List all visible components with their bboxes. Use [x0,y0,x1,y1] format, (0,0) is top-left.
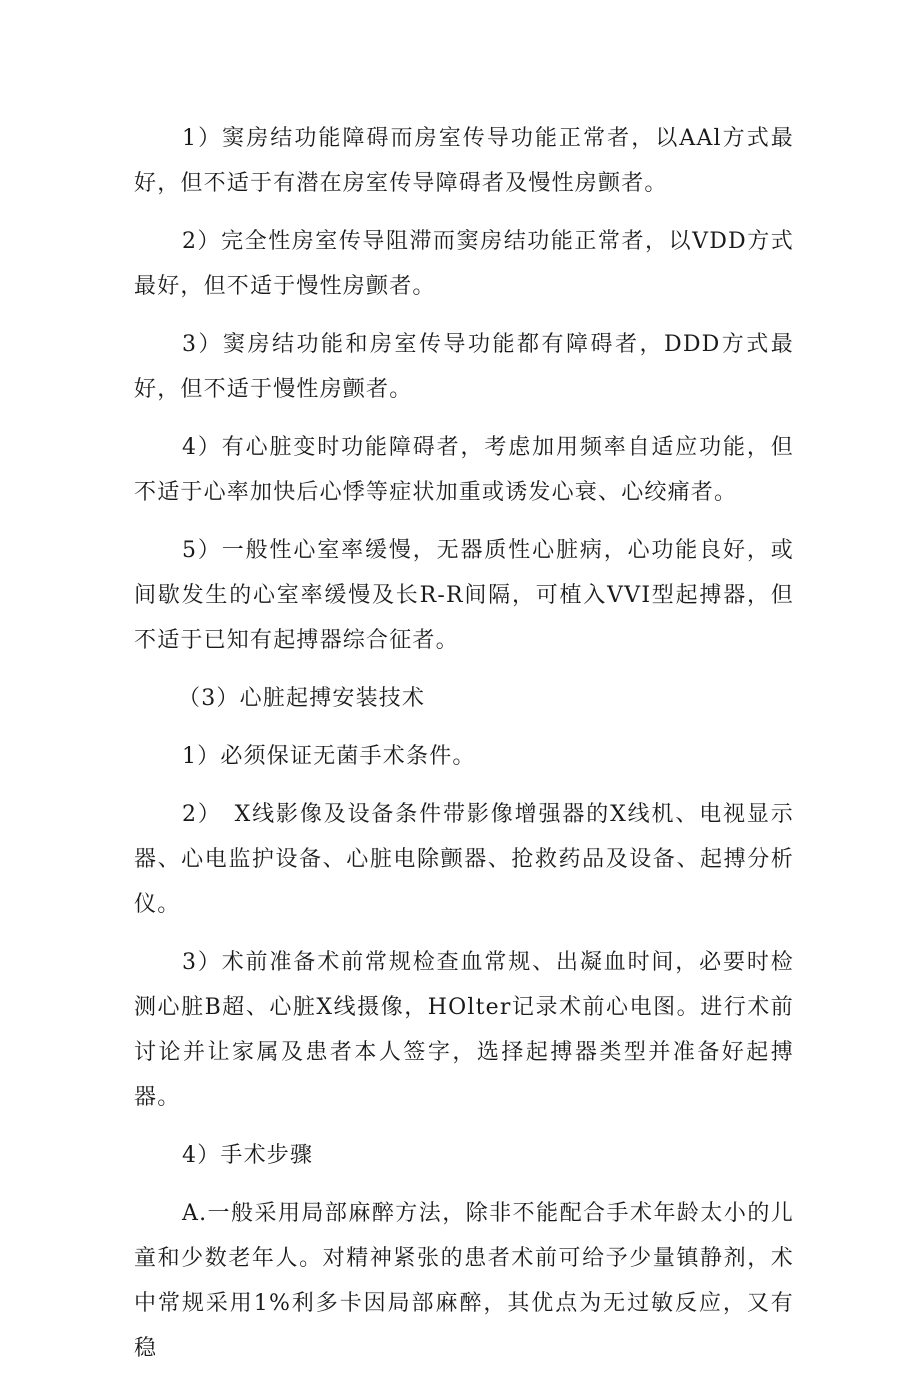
paragraph-aai-mode: 1）窦房结功能障碍而房室传导功能正常者，以AAl方式最好，但不适于有潜在房室传导障碍者及慢性房颤者。 [134,126,794,196]
paragraph-vdd-mode: 2）完全性房室传导阻滞而窦房结功能正常者，以VDD方式最好，但不适于慢性房颤者。 [134,229,794,299]
paragraph-xray-equipment: 2） X线影像及设备条件带影像增强器的X线机、电视显示器、心电监护设备、心脏电除颤器、抢救药品及设备、起搏分析仪。 [134,802,794,917]
paragraph-rate-adaptive: 4）有心脏变时功能障碍者，考虑加用频率自适应功能，但不适于心率加快后心悸等症状加重或诱发心衰、心绞痛者。 [134,435,794,505]
paragraph-surgical-steps: 4）手术步骤 [182,1143,314,1168]
document-body [134,116,794,1384]
section-heading-installation: （3）心脏起搏安装技术 [178,686,426,711]
paragraph-ddd-mode: 3）窦房结功能和房室传导功能都有障碍者，DDD方式最好，但不适于慢性房颤者。 [134,332,794,402]
paragraph-local-anesthesia: A.一般采用局部麻醉方法，除非不能配合手术年龄太小的儿童和少数老年人。对精神紧张的患者术前可给予少量镇静剂，术中常规采用1%利多卡因局部麻醉，其优点为无过敏反应，又有稳 [134,1201,794,1361]
paragraph-preoperative-prep: 3）术前准备术前常规检查血常规、出凝血时间，必要时检测心脏B超、心脏X线摄像，HOlter记录术前心电图。进行术前讨论并让家属及患者本人签字，选择起搏器类型并准备好起搏器。 [134,950,794,1110]
paragraph-vvi-mode: 5）一般性心室率缓慢，无器质性心脏病，心功能良好，或间歇发生的心室率缓慢及长R-R间隔，可植入VVI型起搏器，但不适于已知有起搏器综合征者。 [134,538,794,653]
paragraph-sterile-conditions: 1）必须保证无菌手术条件。 [182,744,476,769]
